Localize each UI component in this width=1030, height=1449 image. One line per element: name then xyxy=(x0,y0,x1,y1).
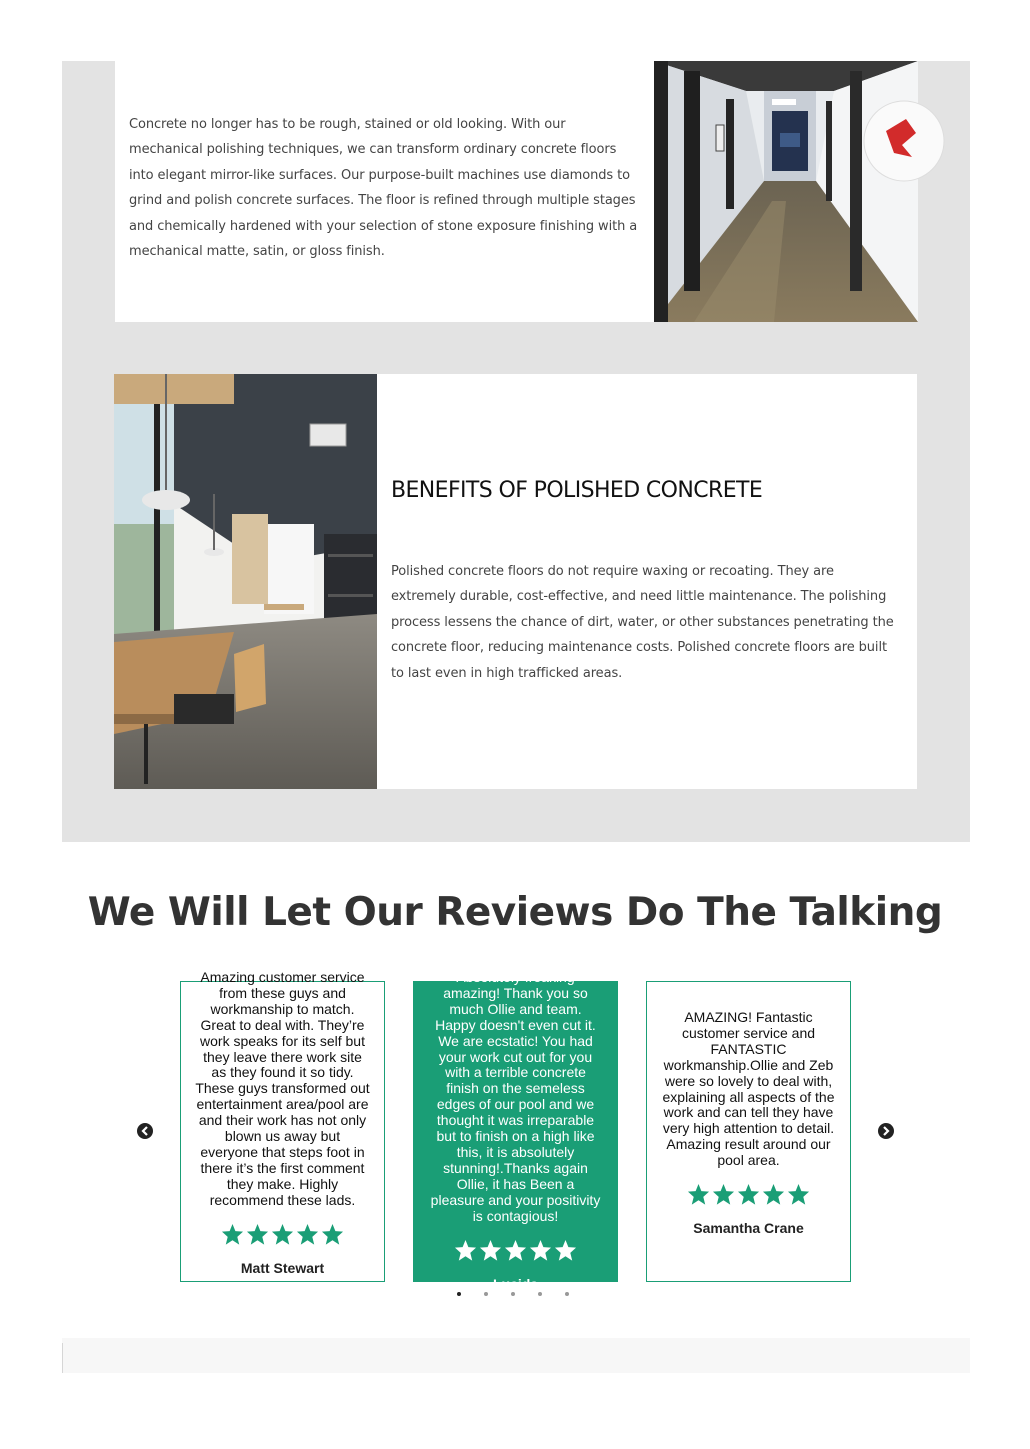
chevron-right-icon xyxy=(878,1123,894,1139)
review-rating xyxy=(647,1183,850,1206)
carousel-prev-button[interactable] xyxy=(137,1123,153,1139)
carousel-dot-3[interactable] xyxy=(511,1292,515,1296)
star-icon xyxy=(712,1183,735,1206)
star-icon xyxy=(221,1223,244,1246)
star-icon xyxy=(529,1239,552,1262)
star-icon xyxy=(554,1239,577,1262)
review-rating xyxy=(181,1223,384,1246)
reviewer-name: Matt Stewart xyxy=(240,1259,325,1276)
intro-paragraph: Concrete no longer has to be rough, stained or old looking. With our mechanical polishing techniques, we can transform ordinary concrete floors into elegant mirror-like surfaces. Our purpose-built machines use diamonds to grind and polish concrete surfaces. The floor is refined through multiple stages and chemically hardened with your selection of stone exposure finishing with a mechanical matte, satin, or gloss finish. xyxy=(129,117,638,260)
carousel-dot-2[interactable] xyxy=(484,1292,488,1296)
reviews-heading: We Will Let Our Reviews Do The Talking xyxy=(87,890,943,935)
hallway-photo xyxy=(654,61,918,322)
star-icon xyxy=(787,1183,810,1206)
star-icon xyxy=(296,1223,319,1246)
reviewer-name: Lucida xyxy=(492,1275,539,1292)
carousel-dot-5[interactable] xyxy=(565,1292,569,1296)
star-icon xyxy=(321,1223,344,1246)
cafe-interior-photo xyxy=(114,374,377,789)
star-icon xyxy=(737,1183,760,1206)
star-icon xyxy=(246,1223,269,1246)
star-icon xyxy=(762,1183,785,1206)
star-icon xyxy=(271,1223,294,1246)
star-icon xyxy=(454,1239,477,1262)
review-card xyxy=(180,969,385,1282)
review-card xyxy=(646,981,851,1282)
chevron-left-icon xyxy=(137,1123,153,1139)
review-text: Amazing customer service from these guys and workmanship to match. Great to deal with. They’re work speaks for its self but they leave there work site as they found it so tidy. These guys transformed out entertainment area/pool are and their work has not only blown us away but everyone that steps foot in there it’s the first comment they make. Highly recommend these lads. xyxy=(195,969,370,1208)
benefits-title: BENEFITS OF POLISHED CONCRETE xyxy=(391,478,763,503)
star-icon xyxy=(687,1183,710,1206)
benefits-card xyxy=(114,374,917,789)
carousel-dot-1[interactable] xyxy=(457,1292,461,1296)
review-card xyxy=(413,969,618,1292)
review-text: Absolutely freaking amazing! Thank you so much Ollie and team. Happy doesn't even cut it. We are ecstatic! You had your work cut out for you with a terrible concrete finish on the semeless edges of our pool and we thought it was irreparable but to finish on a high like this, it is absolutely stunning!.Thanks again Ollie, it has Been a pleasure and your positivity is contagious! xyxy=(430,969,601,1224)
review-text: AMAZING! Fantastic customer service and FANTASTIC workmanship.Ollie and Zeb were so lovely to deal with, explaining all aspects of the work and can tell they have very high attention to detail. Amazing result around our pool area. xyxy=(662,1009,835,1169)
carousel-dot-4[interactable] xyxy=(538,1292,542,1296)
divider xyxy=(62,1343,63,1373)
carousel-next-button[interactable] xyxy=(878,1123,894,1139)
benefits-paragraph: Polished concrete floors do not require waxing or recoating. They are extremely durable, cost-effective, and need little maintenance. The polishing process lessens the chance of dirt, water, or other substances penetrating the concrete floor, reducing maintenance costs. Polished concrete floors are built to last even in high trafficked areas. xyxy=(391,564,894,681)
carousel-pagination xyxy=(457,1292,569,1296)
review-rating xyxy=(414,1239,617,1262)
star-icon xyxy=(479,1239,502,1262)
star-icon xyxy=(504,1239,527,1262)
intro-card xyxy=(115,61,918,322)
footer-band xyxy=(62,1338,970,1373)
reviewer-name: Samantha Crane xyxy=(693,1220,804,1237)
